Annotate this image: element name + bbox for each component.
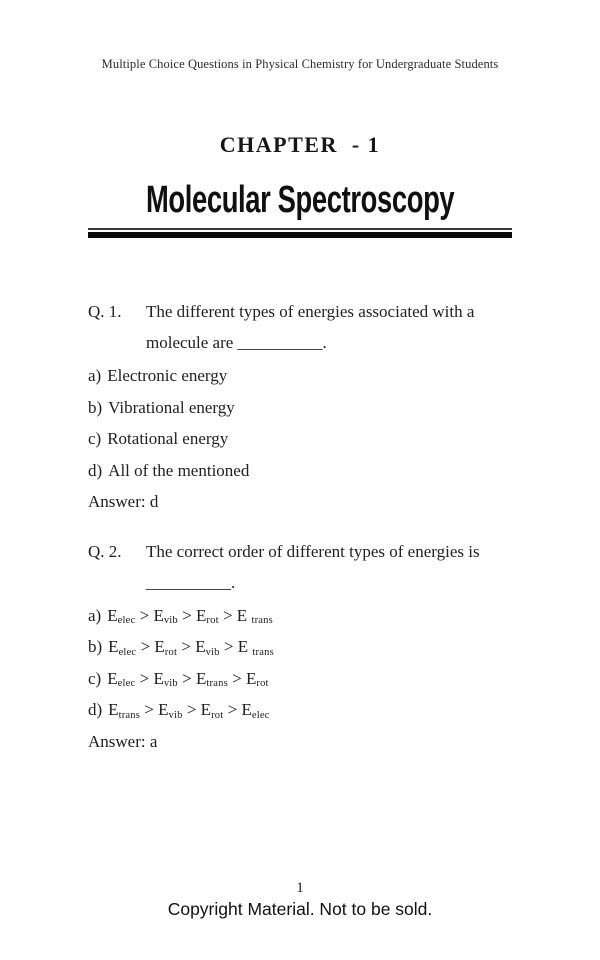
question-2-number: Q. 2. xyxy=(88,541,122,561)
question-2-line-1: The correct order of different types of energies is xyxy=(146,541,480,561)
option-text: $E_{trans} > E_{vib} > E_{rot} > E_{elec}$ xyxy=(108,700,270,721)
questions-area xyxy=(88,296,518,757)
option-text: $E_{elec} > E_{vib} > E_{rot} > E$ $_{trans}$ xyxy=(107,605,273,627)
question-1 xyxy=(88,296,518,358)
option-prefix: c) xyxy=(88,668,102,688)
option-prefix: b) xyxy=(88,637,103,656)
option-prefix: c) xyxy=(88,429,102,448)
question-2-text xyxy=(146,536,518,598)
question-2-answer: Answer: a xyxy=(88,731,158,751)
question-2-line-2: __________. xyxy=(146,572,236,592)
option-text: $E_{elec} > E_{vib} > E_{trans} > E_{rot}$ xyxy=(107,668,269,690)
option-line-d xyxy=(88,455,518,487)
question-1-options xyxy=(88,360,518,518)
page-title-text: Molecular Spectroscopy xyxy=(145,179,455,221)
option-text: $E_{elec} > E_{rot} > E_{vib} > E$ $_{trans}$ xyxy=(108,637,274,658)
question-1-answer: Answer: d xyxy=(88,492,159,511)
question-1-text xyxy=(146,296,518,358)
option-prefix: b) xyxy=(88,397,103,417)
option-text: All of the mentioned xyxy=(108,460,250,480)
question-1-number: Q. 1. xyxy=(88,302,122,321)
running-head: Multiple Choice Questions in Physical Chemistry for Undergraduate Students xyxy=(101,57,499,71)
question-1-line-2: molecule are __________. xyxy=(146,333,327,352)
option-line-c xyxy=(88,423,518,455)
question-2-options xyxy=(88,600,518,758)
option-line-d xyxy=(88,694,518,726)
option-line-a xyxy=(88,360,518,392)
option-line-b xyxy=(88,631,518,663)
option-prefix: a) xyxy=(88,605,102,625)
divider-thick-line xyxy=(88,232,512,238)
page-title xyxy=(0,178,600,230)
copyright-notice: Copyright Material. Not to be sold. xyxy=(167,899,433,919)
option-prefix: d) xyxy=(88,460,103,480)
option-text: Electronic energy xyxy=(107,366,228,385)
title-divider xyxy=(88,228,512,238)
option-line-c xyxy=(88,663,518,695)
option-line-a xyxy=(88,600,518,632)
chapter-heading: CHAPTER - 1 xyxy=(219,132,381,157)
option-text: Rotational energy xyxy=(107,429,229,448)
question-2 xyxy=(88,536,518,598)
page-number: 1 xyxy=(296,880,304,896)
option-prefix: a) xyxy=(88,366,102,385)
option-text: Vibrational energy xyxy=(108,397,235,417)
option-prefix: d) xyxy=(88,700,103,719)
option-line-b xyxy=(88,392,518,424)
question-1-line-1: The different types of energies associated with a xyxy=(146,302,475,321)
